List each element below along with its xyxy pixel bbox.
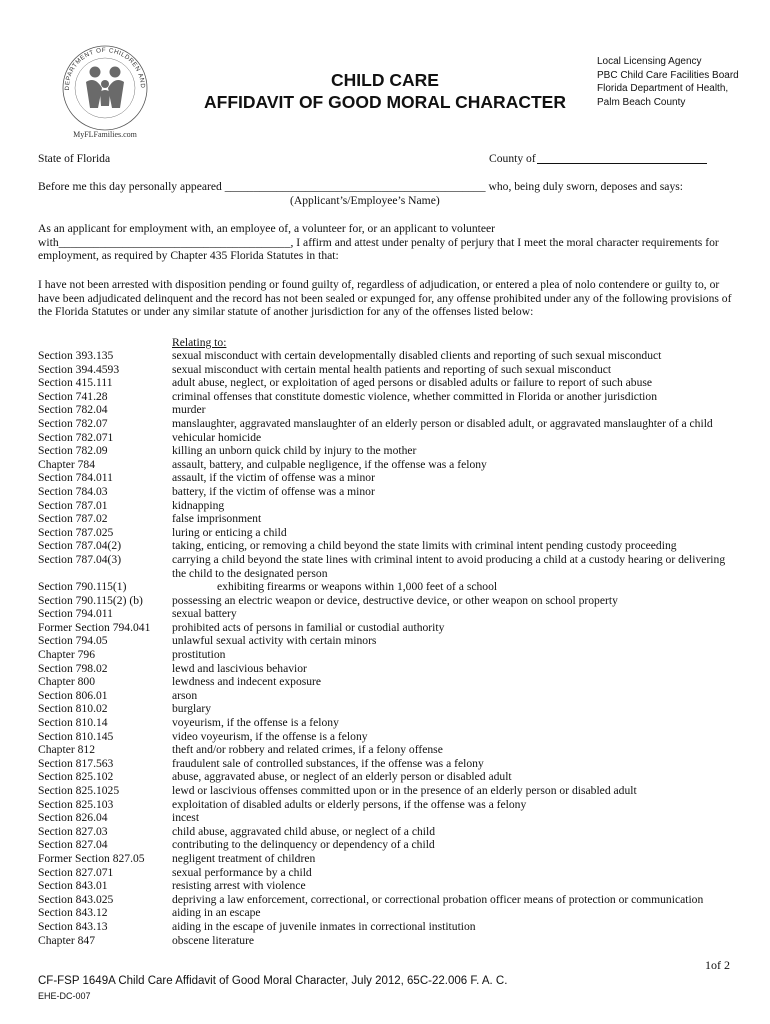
offense-row: [38, 621, 738, 635]
offense-description: theft and/or robbery and related crimes, if a felony offense: [172, 743, 443, 757]
offense-description: sexual misconduct with certain developmentally disabled clients and reporting of such sexual misconduct: [172, 349, 662, 362]
offense-section: Section 784.03: [38, 484, 108, 498]
offense-description: criminal offenses that constitute domestic violence, whether committed in Florida or another jurisdiction: [172, 389, 657, 403]
offense-description: prohibited acts of persons in familial or custodial authority: [172, 620, 445, 634]
offense-row: [38, 431, 738, 445]
offense-row: [38, 648, 738, 662]
offense-section: Section 393.135: [38, 349, 114, 362]
offense-section: Section 827.03: [38, 824, 108, 838]
offense-row: [38, 390, 738, 404]
state-label: State of Florida: [38, 152, 111, 165]
offense-description: aiding in an escape: [172, 906, 261, 920]
offense-description: prostitution: [172, 648, 226, 662]
agency-line: PBC Child Care Facilities Board: [597, 69, 739, 81]
agency-block: [597, 55, 739, 109]
offense-section: Section 817.563: [38, 756, 114, 770]
offense-section: Chapter 812: [38, 743, 95, 757]
offense-description: false imprisonment: [172, 512, 262, 526]
offense-row: [38, 580, 738, 594]
offense-section: Section 782.04: [38, 403, 108, 417]
offense-row: [38, 444, 738, 458]
offense-row: [38, 757, 738, 771]
offense-section: Section 798.02: [38, 661, 108, 675]
offense-description: burglary: [172, 702, 212, 716]
appeared-statement: Before me this day personally appeared _____________________________________________ who, being duly sworn, deposes and says:: [38, 180, 683, 193]
arrest-paragraph: I have not been arrested with disposition pending or found guilty of, regardless of adjudication, or entered a plea of nolo contendere or guilty to, or have been adjudicated delinquent and the record has not been sealed or expunged for, any offense prohibited under any of the following provisions of the Florida Statutes or under any similar statute of another jurisdiction for any of the offenses listed below:: [38, 278, 732, 319]
offense-description: vehicular homicide: [172, 430, 262, 444]
offense-row: [38, 499, 738, 513]
agency-line: Local Licensing Agency: [597, 56, 702, 67]
offense-row: [38, 403, 738, 417]
offense-row: [38, 743, 738, 757]
offense-row: [38, 349, 738, 363]
offense-description: negligent treatment of children: [172, 851, 316, 865]
logo-arc-text: DEPARTMENT OF CHILDREN AND: [63, 46, 147, 91]
offense-description: contributing to the delinquency or dependency of a child: [172, 838, 435, 852]
offense-section: Chapter 796: [38, 648, 95, 662]
offense-description: resisting arrest with violence: [172, 879, 306, 893]
offense-row: [38, 920, 738, 934]
offense-row: [38, 879, 738, 893]
offense-description: video voyeurism, if the offense is a felony: [172, 729, 368, 743]
offense-section: Section 843.12: [38, 906, 108, 920]
offense-row: [38, 458, 738, 472]
offense-section: Section 843.13: [38, 919, 108, 933]
offense-section: Section 782.09: [38, 444, 108, 458]
offense-description: manslaughter, aggravated manslaughter of an elderly person or disabled adult, or aggravated manslaughter of a child: [172, 416, 713, 430]
offense-row: [38, 784, 738, 798]
offense-description: arson: [172, 688, 198, 702]
offense-section: Chapter 800: [38, 675, 95, 689]
logo-site-text: MyFLFamilies.com: [73, 130, 137, 139]
offense-description: sexual performance by a child: [172, 865, 312, 879]
offense-description: fraudulent sale of controlled substances, if the offense was a felony: [172, 756, 484, 770]
offense-row: [38, 539, 738, 553]
offense-section: Chapter 784: [38, 457, 95, 471]
offense-description: lewd and lascivious behavior: [172, 661, 307, 675]
offense-section: Section 787.04(2): [38, 539, 122, 553]
offense-section: Former Section 794.041: [38, 620, 151, 634]
offense-description: assault, if the victim of offense was a minor: [172, 471, 375, 485]
offense-section: Section 787.025: [38, 525, 114, 539]
offense-row: [38, 702, 738, 716]
offenses-list: [38, 349, 738, 947]
offense-description: incest: [172, 811, 200, 825]
offense-row: [38, 526, 738, 540]
offense-description: battery, if the victim of offense was a minor: [172, 484, 375, 498]
offense-row: [38, 906, 738, 920]
agency-line: Palm Beach County: [597, 96, 686, 108]
offense-section: Former Section 827.05: [38, 851, 145, 865]
offense-row: [38, 471, 738, 485]
offense-section: Section 827.04: [38, 838, 108, 852]
offense-section: Section 810.145: [38, 729, 114, 743]
applicant-paragraph: As an applicant for employment with, an employee of, a volunteer for, or an applicant to volunteer with________________________________________, I affirm and attest under penalty of perjury that I meet the moral character requirements for employment, as required by Chapter 435 Florida Statutes in that:: [38, 222, 719, 263]
offense-section: Section 825.103: [38, 797, 114, 811]
applicant-name-caption: (Applicant’s/Employee’s Name): [290, 194, 440, 207]
offense-description: aiding in the escape of juvenile inmates in correctional institution: [172, 919, 476, 933]
offense-row: [38, 934, 738, 948]
offense-section: Section 843.025: [38, 892, 114, 906]
offense-description: murder: [172, 403, 206, 417]
offense-section: Section 810.02: [38, 702, 108, 716]
offense-row: [38, 594, 738, 608]
offense-description: child abuse, aggravated child abuse, or neglect of a child: [172, 824, 436, 838]
offense-row: [38, 770, 738, 784]
county-label: County of: [489, 152, 536, 165]
offense-description: kidnapping: [172, 498, 225, 512]
offense-description: exhibiting firearms or weapons within 1,000 feet of a school: [217, 580, 498, 594]
offense-section: Chapter 847: [38, 933, 95, 947]
offense-row: [38, 363, 738, 377]
offense-description: adult abuse, neglect, or exploitation of aged persons or disabled adults or failure to report of such abuse: [172, 376, 653, 390]
offense-row: [38, 716, 738, 730]
offense-section: Section 825.1025: [38, 784, 120, 797]
offense-description: sexual misconduct with certain mental health patients and reporting of such sexual misconduct: [172, 362, 612, 376]
offense-description: obscene literature: [172, 933, 255, 947]
offense-row: [38, 689, 738, 703]
offense-description: taking, enticing, or removing a child beyond the state limits with criminal intent pending custody proceeding: [172, 539, 677, 553]
offense-row: [38, 730, 738, 744]
page-number: 1of 2: [705, 958, 730, 972]
agency-line: Florida Department of Health,: [597, 83, 729, 94]
offense-section: Section 826.04: [38, 811, 108, 825]
offense-section: Section 794.011: [38, 607, 113, 621]
offense-section: Section 394.4593: [38, 362, 120, 376]
offense-section: Section 415.111: [38, 376, 113, 390]
offense-description: possessing an electric weapon or device, destructive device, or other weapon on school property: [172, 593, 618, 607]
offense-section: Section 787.01: [38, 498, 108, 512]
offense-row: [38, 634, 738, 648]
offense-description: luring or enticing a child: [172, 525, 287, 539]
offense-row: [38, 485, 738, 499]
offense-description: exploitation of disabled adults or elderly persons, if the offense was a felony: [172, 797, 527, 811]
offense-description: unlawful sexual activity with certain minors: [172, 634, 377, 648]
offense-row: [38, 866, 738, 880]
offense-row: [38, 838, 738, 852]
offense-section: Section 794.05: [38, 634, 108, 648]
offense-section: Section 827.071: [38, 865, 114, 879]
offense-section: Section 787.04(3): [38, 552, 122, 566]
offense-description: sexual battery: [172, 607, 237, 621]
offense-section: Section 790.115(1): [38, 580, 127, 594]
offense-section: Section 741.28: [38, 389, 108, 403]
offense-row: [38, 607, 738, 621]
offense-row: [38, 512, 738, 526]
title-line-2: AFFIDAVIT OF GOOD MORAL CHARACTER: [204, 92, 566, 112]
county-blank-line[interactable]: [537, 163, 707, 164]
offense-description: lewd or lascivious offenses committed upon or in the presence of an elderly person or disabled adult: [172, 784, 637, 797]
offense-section: Section 784.011: [38, 471, 113, 485]
offense-row: [38, 662, 738, 676]
offense-row: [38, 811, 738, 825]
offense-row: [38, 553, 738, 580]
offense-section: Section 787.02: [38, 512, 108, 526]
offense-row: [38, 675, 738, 689]
offense-description: abuse, aggravated abuse, or neglect of an elderly person or disabled adult: [172, 770, 512, 784]
offense-description: depriving a law enforcement, correctional, or correctional probation officer means of protection or communication: [172, 892, 704, 906]
offense-row: [38, 798, 738, 812]
offense-description: lewdness and indecent exposure: [172, 675, 322, 689]
form-id: CF-FSP 1649A Child Care Affidavit of Good Moral Character, July 2012, 65C-22.006 F. A. C.: [38, 975, 508, 987]
offense-description: killing an unborn quick child by injury to the mother: [172, 444, 417, 458]
form-code: EHE-DC-007: [38, 991, 91, 1001]
offense-section: Section 810.14: [38, 716, 108, 730]
offense-section: Section 825.102: [38, 770, 114, 784]
offense-section: Section 843.01: [38, 879, 108, 893]
offense-row: [38, 417, 738, 431]
offense-description: voyeurism, if the offense is a felony: [172, 716, 339, 730]
offense-description: assault, battery, and culpable negligence, if the offense was a felony: [172, 457, 487, 471]
offense-section: Section 782.07: [38, 416, 108, 430]
relating-to-label: Relating to:: [172, 336, 227, 349]
offense-row: [38, 893, 738, 907]
offense-description: carrying a child beyond the state lines with criminal intent to avoid producing a child at a custody hearing or delivering the child to the designated person: [172, 552, 726, 580]
offense-row: [38, 852, 738, 866]
offense-row: [38, 825, 738, 839]
offense-section: Section 782.071: [38, 430, 114, 444]
title-line-1: CHILD CARE: [331, 70, 439, 90]
offense-section: Section 806.01: [38, 688, 108, 702]
offense-row: [38, 376, 738, 390]
offense-section: Section 790.115(2) (b): [38, 593, 143, 607]
